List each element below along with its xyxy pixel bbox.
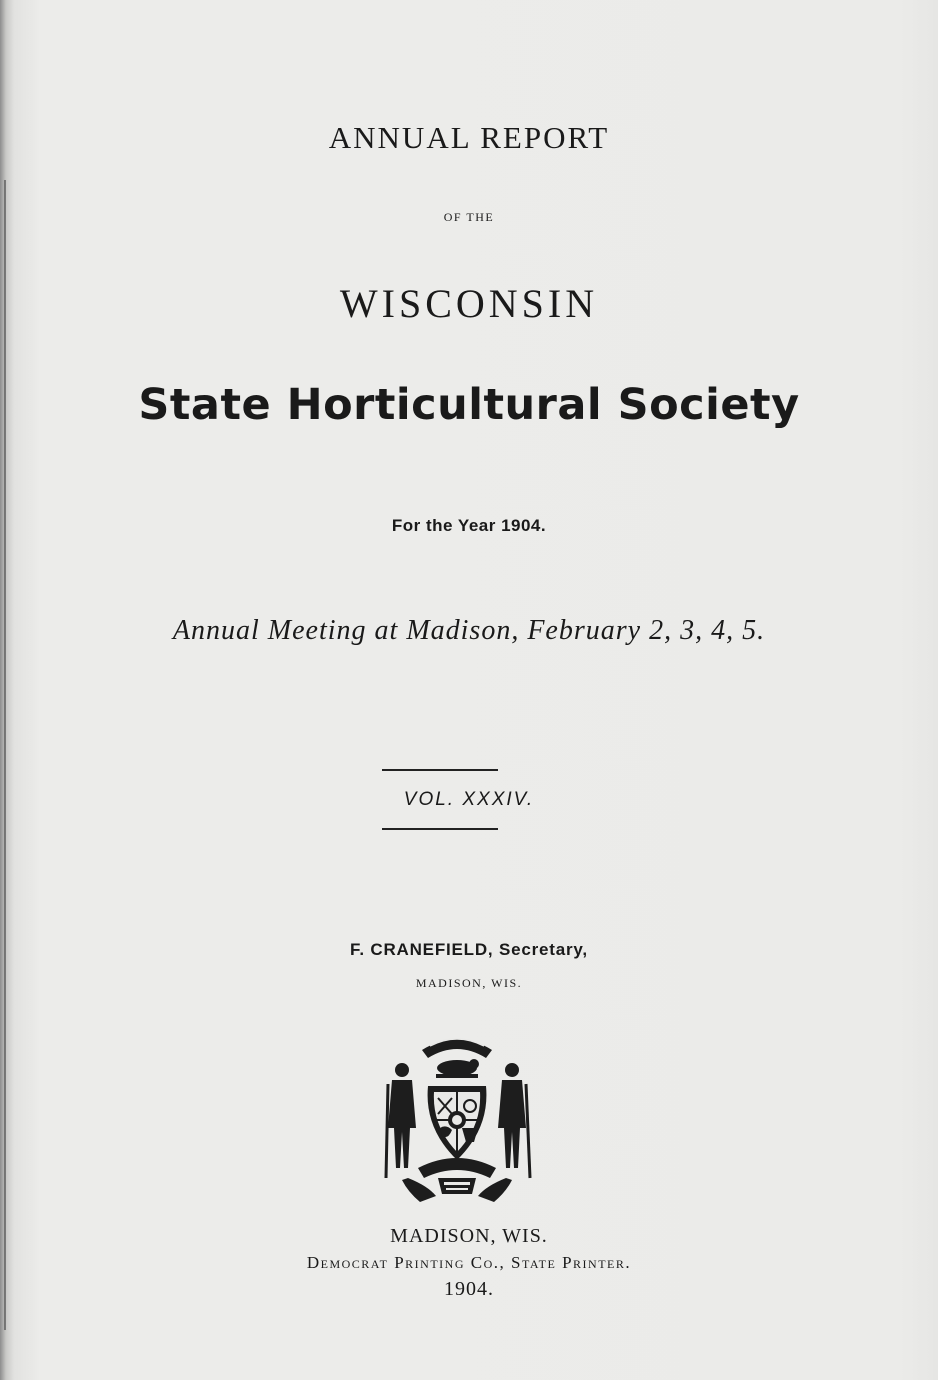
book-binding-edge (0, 0, 30, 1380)
volume-rule-top (382, 769, 498, 771)
binding-shadow-line (4, 180, 6, 1330)
secretary-location: MADISON, WIS. (415, 976, 523, 990)
state-name: WISCONSIN (339, 281, 599, 326)
wisconsin-state-seal-icon (378, 1028, 536, 1206)
report-heading: ANNUAL REPORT (328, 120, 610, 155)
meeting-line: Annual Meeting at Madison, February 2, 3, 4, 5. (172, 615, 766, 646)
printer-name: Democrat Printing Co., State Printer. (306, 1253, 632, 1272)
secretary-name: F. CRANEFIELD, Secretary, (350, 940, 588, 959)
volume-number: VOL. XXXIV. (403, 789, 535, 810)
publisher-city: MADISON, WIS. (390, 1225, 548, 1247)
society-title: State Horticultural Society (138, 380, 800, 430)
publication-year: 1904. (444, 1278, 494, 1300)
of-the-text: OF THE (443, 210, 495, 224)
volume-rule-bottom (382, 828, 498, 830)
year-line: For the Year 1904. (391, 516, 547, 535)
